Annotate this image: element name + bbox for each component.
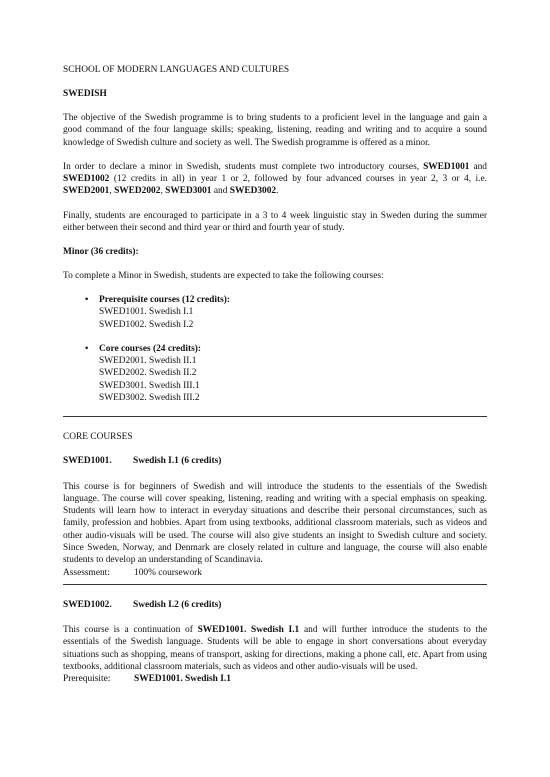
- prerequisite-row: [63, 673, 487, 685]
- core-courses-heading: CORE COURSES: [63, 432, 133, 443]
- course-group-items: [99, 355, 487, 404]
- bullet-icon: •: [85, 343, 89, 354]
- course-group-items: [99, 306, 487, 331]
- course-title: Swedish I.2 (6 credits): [133, 599, 222, 610]
- declare-text-2: and: [469, 161, 487, 172]
- course-description-swed1002: [63, 624, 487, 673]
- assessment-row: [63, 567, 487, 579]
- declare-text-3: (12 credits in all) in year 1 or 2, followed by four advanced courses in year 2, 3 or 4, i.e.: [109, 174, 487, 185]
- bullet-icon: •: [85, 295, 89, 306]
- declare-separator-1: ,: [109, 186, 115, 197]
- assessment-label: Assessment:: [63, 567, 110, 578]
- course-list-item: SWED3001. Swedish III.1: [99, 380, 200, 391]
- course-description-swed1001: This course is for beginners of Swedish and will introduce the students to the essentials of the Swedish language. The course will cover speaking, listening, reading and writing with a special emphasis on speaking. Students will learn how to interact in everyday situations and describe their personal circumstances, such as family, profession and hobbies. Apart from using textbooks, additional classroom materials, such as videos and other audio-visuals will be used. The course will also give students an insight to Swedish culture and society. Since Sweden, Norway, and Denmark are closely related in culture and language, the course will also enable students to develop an understanding of Scandinavia.: [63, 481, 487, 566]
- school-title: SCHOOL OF MODERN LANGUAGES AND CULTURES: [63, 65, 290, 75]
- course-group-title: Prerequisite courses (12 credits):: [99, 295, 230, 306]
- course-code-swed1001: SWED1001: [423, 161, 470, 172]
- section-divider: [63, 416, 487, 417]
- course-list-item: SWED3002. Swedish III.2: [99, 393, 200, 404]
- course-list-item: SWED2001. Swedish II.1: [99, 356, 197, 367]
- course-list-item: SWED1001. Swedish I.1: [99, 307, 194, 318]
- intro-paragraph: The objective of the Swedish programme is to bring students to a proficient level in the language and gain a good command of the four language skills; speaking, listening, reading and writing and to acquire a sound knowledge of Swedish culture and society as well. The Swedish programme is offered as a minor.: [63, 113, 487, 148]
- course-desc-text-2: and will further introduce the students to the essentials of the Swedish language. Students will be able to engage in short conversations about everyday situations such as shopping, means of transport, asking for directions, making a phone call, etc. Apart from using textbooks, additional classroom materials, such as videos and other audio-visuals will be used.: [63, 625, 487, 673]
- finally-paragraph: Finally, students are encouraged to participate in a 3 to 4 week linguistic stay in Sweden during the summer either between their second and third year or third and fourth year of study.: [63, 210, 487, 233]
- minor-intro: To complete a Minor in Swedish, students are expected to take the following courses:: [63, 271, 384, 282]
- section-divider: [63, 584, 487, 585]
- prerequisite-label: Prerequisite:: [63, 674, 111, 685]
- declare-text-1: In order to declare a minor in Swedish, students must complete two introductory courses,: [63, 161, 424, 172]
- prerequisite-value: SWED1001. Swedish I.1: [134, 674, 231, 685]
- course-code-swed3001: SWED3001: [165, 186, 212, 197]
- course-list-item: SWED2002. Swedish II.2: [99, 368, 197, 379]
- declare-text-5: .: [276, 186, 279, 197]
- course-code-swed2002: SWED2002: [114, 186, 161, 197]
- subject-heading: SWEDISH: [63, 89, 107, 100]
- course-group-prerequisite: [63, 294, 487, 331]
- course-code-swed2001: SWED2001: [63, 186, 110, 197]
- course-heading-swed1002: [63, 599, 487, 611]
- course-group-list: [63, 294, 487, 404]
- course-heading-swed1001: [63, 455, 487, 467]
- assessment-value: 100% coursework: [134, 567, 202, 578]
- course-desc-text-1: This course is a continuation of: [63, 625, 198, 636]
- course-title: Swedish I.1 (6 credits): [133, 456, 222, 467]
- course-group-title: Core courses (24 credits):: [99, 343, 201, 354]
- minor-heading: Minor (36 credits):: [63, 246, 139, 257]
- document-page: [63, 64, 487, 686]
- declare-text-4: and: [211, 186, 230, 197]
- course-list-item: SWED1002. Swedish I.2: [99, 319, 194, 330]
- course-code-swed3002: SWED3002: [229, 186, 277, 197]
- course-code: SWED1002.: [63, 599, 112, 610]
- declare-separator-2: ,: [160, 186, 166, 197]
- course-code-swed1002: SWED1002: [63, 174, 110, 185]
- declare-paragraph: [63, 161, 487, 198]
- course-group-core: [63, 343, 487, 404]
- course-code: SWED1001.: [63, 456, 112, 467]
- course-reference: SWED1001. Swedish I.1: [197, 625, 300, 636]
